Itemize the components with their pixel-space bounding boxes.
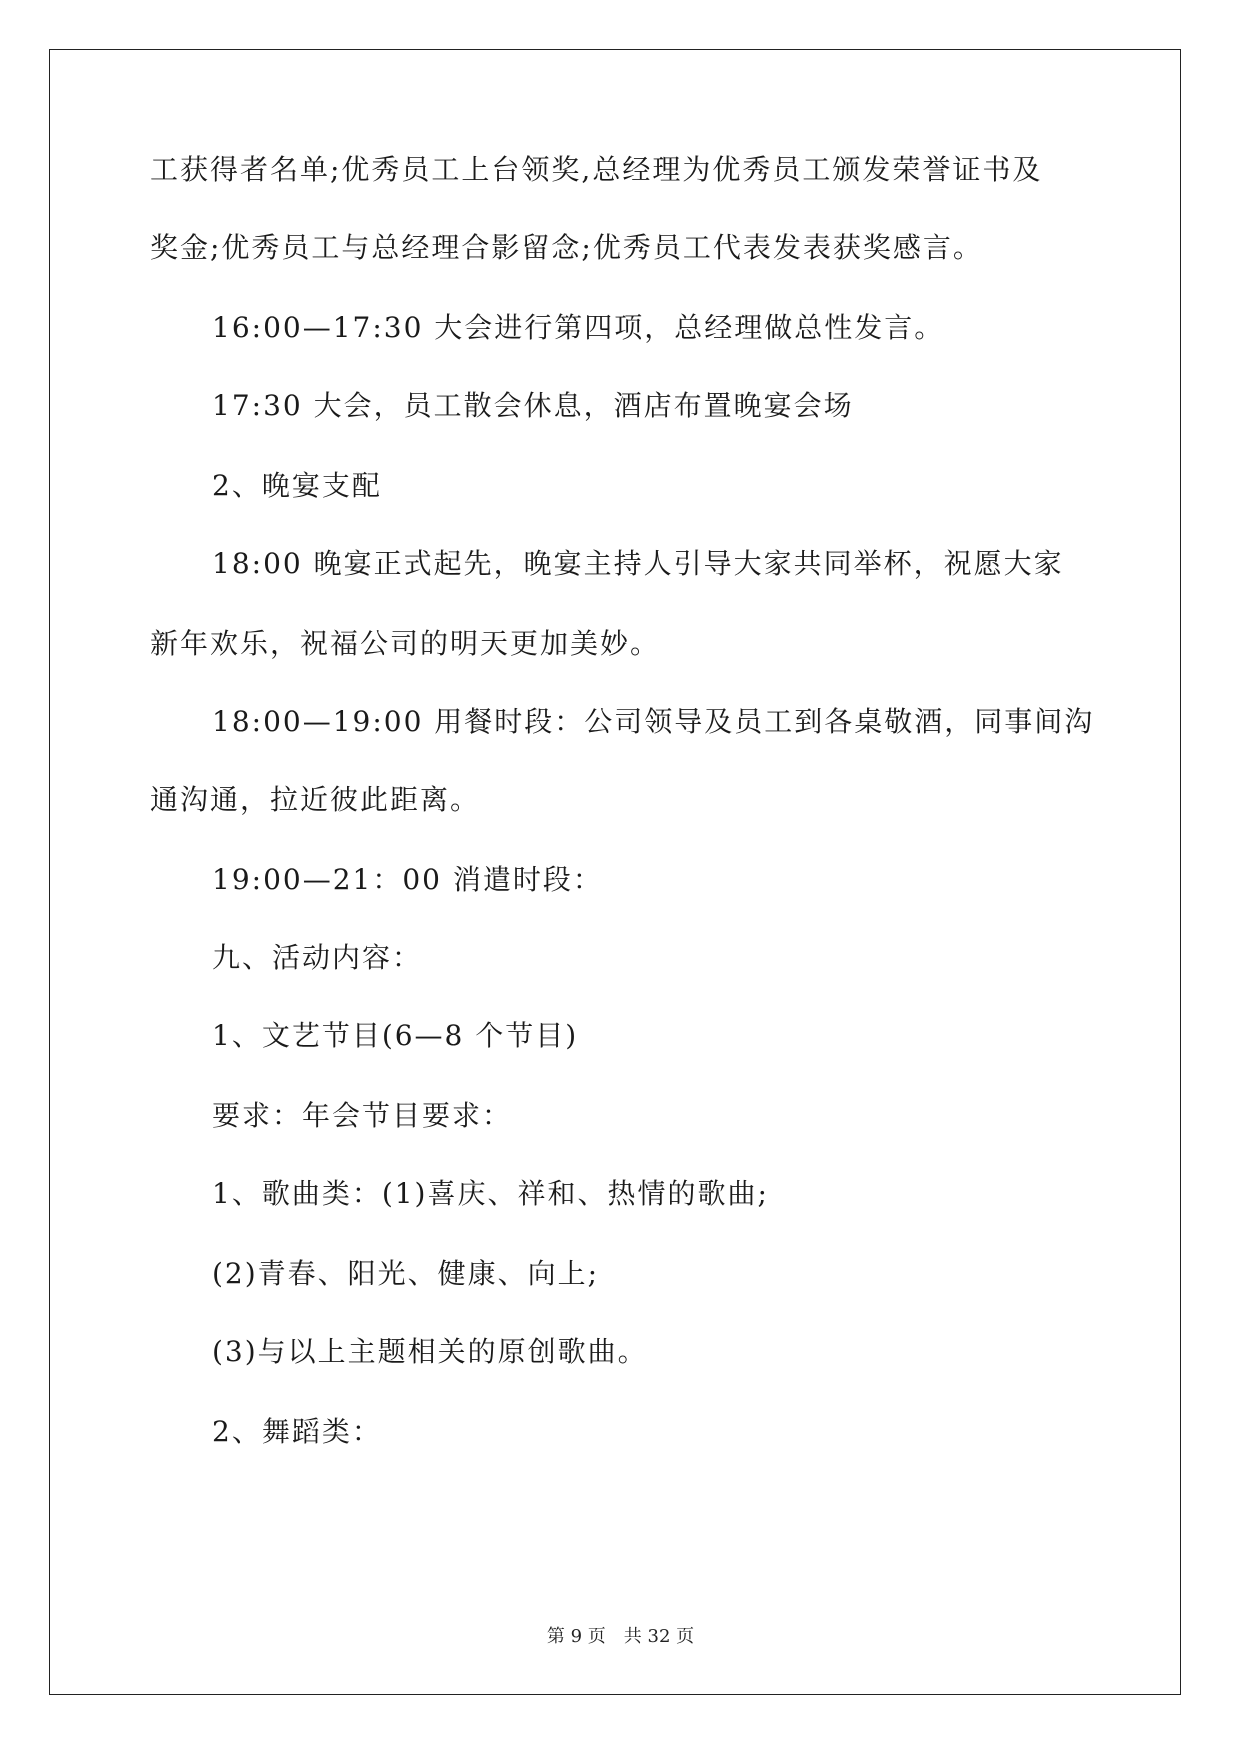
text-line: 1、文艺节目(6—8 个节目) xyxy=(212,1019,579,1052)
text-line: 通沟通，拉近彼此距离。 xyxy=(150,783,481,816)
section-heading: 九、活动内容： xyxy=(212,941,423,974)
text-line: 16:00—17:30 大会进行第四项，总经理做总性发言。 xyxy=(212,311,945,344)
text-line: 17:30 大会，员工散会休息，酒店布置晚宴会场 xyxy=(212,389,854,422)
text-line: 1、歌曲类：(1)喜庆、祥和、热情的歌曲; xyxy=(212,1177,769,1210)
text-line: 要求：年会节目要求： xyxy=(212,1099,513,1132)
section-heading: 2、晚宴支配 xyxy=(212,469,382,502)
text-line: 2、舞蹈类： xyxy=(212,1415,382,1448)
text-line: 工获得者名单;优秀员工上台领奖,总经理为优秀员工颁发荣誉证书及 xyxy=(150,153,1043,186)
text-line: (2)青春、阳光、健康、向上; xyxy=(212,1257,600,1290)
text-line: 奖金;优秀员工与总经理合影留念;优秀员工代表发表获奖感言。 xyxy=(150,231,983,264)
text-line: 18:00 晚宴正式起先，晚宴主持人引导大家共同举杯，祝愿大家 xyxy=(212,547,1064,580)
text-line: (3)与以上主题相关的原创歌曲。 xyxy=(212,1335,648,1368)
page-number: 第 9 页 共 32 页 xyxy=(546,1626,695,1647)
text-line: 新年欢乐，祝福公司的明天更加美妙。 xyxy=(150,627,661,660)
text-line: 18:00—19:00 用餐时段：公司领导及员工到各桌敬酒，同事间沟 xyxy=(212,705,1095,738)
text-line: 19:00—21：00 消遣时段： xyxy=(212,863,603,896)
